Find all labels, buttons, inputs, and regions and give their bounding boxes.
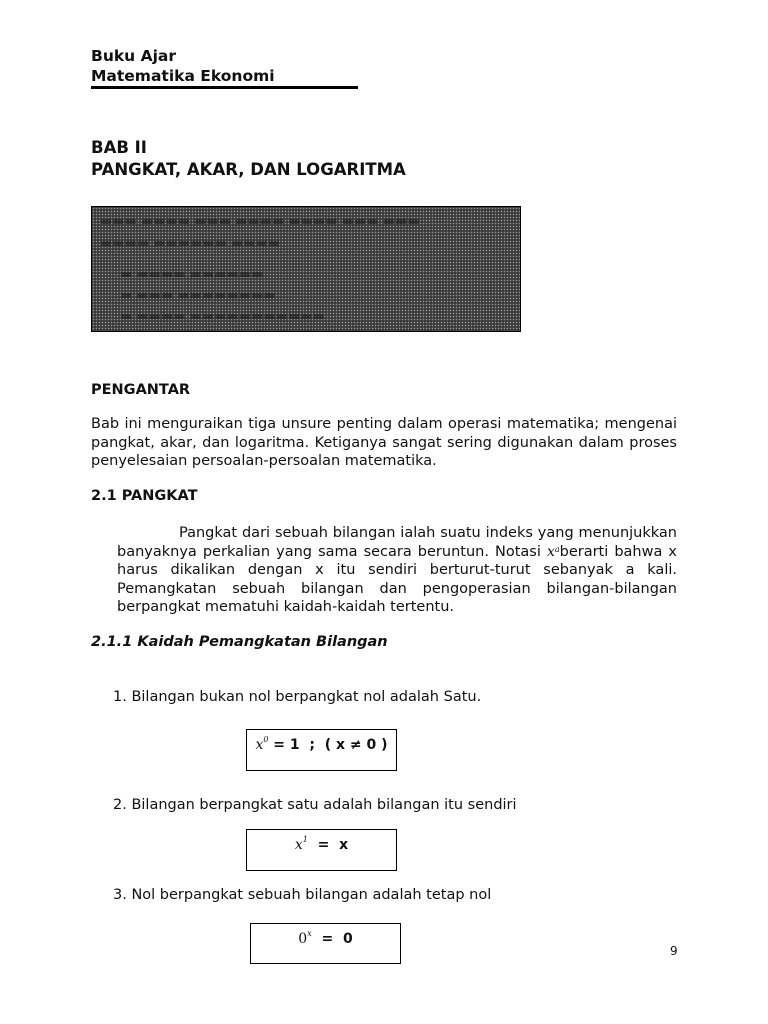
rule-2-formula-box [246, 829, 397, 871]
chapter-title: PANGKAT, AKAR, DAN LOGARITMA [91, 160, 406, 179]
rule-3-base: 0 [298, 931, 308, 947]
rule-1-exponent: 0 [263, 735, 269, 744]
shaded-objectives-box: ▬▬▬ ▬▬▬▬ ▬▬▬ ▬▬▬▬ ▬▬▬▬ ▬▬▬ ▬▬▬ ▬▬▬▬ ▬▬▬▬▬▬ ▬▬▬▬ ▬ ▬▬▬▬ ▬▬▬▬▬▬ ▬ ▬▬▬ ▬▬▬▬▬▬▬▬ ▬ ▬▬▬▬ ▬▬▬▬▬▬▬▬▬▬▬ [91, 206, 521, 332]
section-2-1-paragraph [117, 524, 677, 617]
rule-2-rest: = x [307, 837, 349, 853]
running-header-title: Buku Ajar [91, 47, 177, 65]
intro-heading: PENGANTAR [91, 382, 191, 398]
header-underline [91, 86, 358, 89]
running-header-subtitle: Matematika Ekonomi [91, 67, 275, 85]
page-number: 9 [670, 944, 678, 958]
notation-base: x [546, 543, 555, 560]
rule-1-base: x [255, 737, 264, 753]
rule-1-formula-box [246, 729, 397, 771]
section-2-1-heading: 2.1 PANGKAT [91, 488, 198, 504]
intro-paragraph: Bab ini menguraikan tiga unsure penting dalam operasi matematika; mengenai pangkat, akar, dan logaritma. Ketiganya sangat sering digunakan dalam proses penyelesaian persoalan-persoalan matematika. [91, 416, 677, 469]
rule-3-text: 3. Nol berpangkat sebuah bilangan adalah tetap nol [113, 887, 492, 903]
subsection-2-1-1-heading: 2.1.1 Kaidah Pemangkatan Bilangan [91, 634, 388, 650]
chapter-number: BAB II [91, 138, 147, 157]
para-tail: berarti bahwa x harus dikalikan dengan x itu sendiri berturut-turut sebanyak a kali. Pemangkatan sebuah bilangan dan pengoperasian bilangan-bilangan berpangkat mematuhi kaidah-kaidah tertentu. [117, 543, 677, 615]
rule-2-base: x [294, 837, 303, 853]
rule-3-rest: = 0 [311, 931, 353, 947]
rule-3-formula-box [250, 923, 401, 964]
para-lead: Pangkat dari sebuah bilangan ialah suatu indeks yang menunjukkan banyaknya perkalian yang sama secara beruntun. Notasi [117, 525, 677, 560]
notation-exponent: a [554, 544, 560, 554]
rule-1-rest: = 1 ; ( x ≠ 0 ) [268, 737, 388, 753]
rule-2-text: 2. Bilangan berpangkat satu adalah bilangan itu sendiri [113, 797, 517, 813]
rule-3-exponent: x [307, 929, 312, 938]
rule-2-exponent: 1 [302, 835, 308, 844]
rule-1-text: 1. Bilangan bukan nol berpangkat nol adalah Satu. [113, 689, 482, 705]
